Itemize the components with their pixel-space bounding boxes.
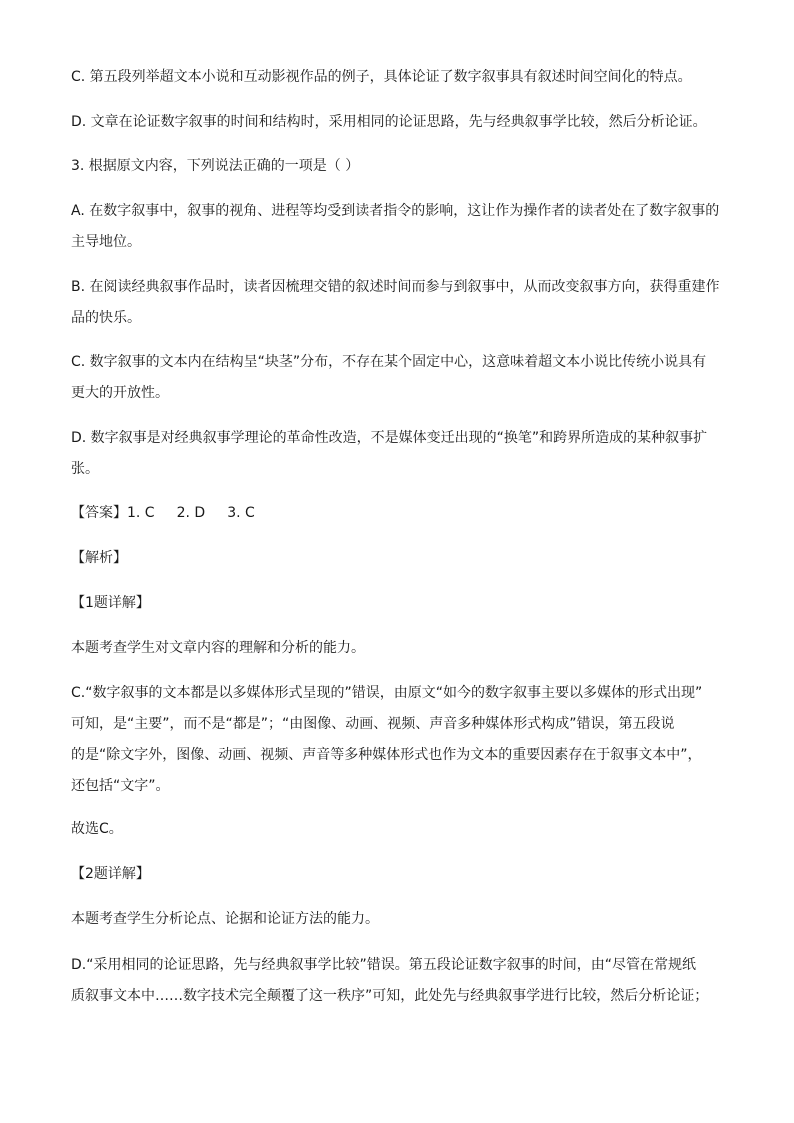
text-line: 更大的开放性。 (71, 385, 169, 401)
q1-intro: 本题考查学生对文章内容的理解和分析的能力。 (71, 640, 365, 656)
q1-detail-label: 【1题详解】 (71, 595, 150, 611)
question-3-stem (71, 151, 725, 182)
q2-explanation (71, 950, 725, 1012)
q1-conclusion: 故选C。 (71, 821, 123, 837)
text-line: C. 数字叙事的文本内在结构呈“块茎”分布，不存在某个固定中心，这意味着超文本小说比传统小说具有 (71, 354, 707, 370)
answer-row (71, 498, 725, 529)
text-line: D.“采用相同的论证思路，先与经典叙事学比较”错误。第五段论证数字叙事的时间，由“尽管在常规纸 (71, 957, 696, 973)
text-line: B. 在阅读经典叙事作品时，读者因梳理交错的叙述时间而参与到叙事中，从而改变叙事方向，获得重建作 (71, 279, 720, 295)
answer-label: 【答案】 (71, 505, 127, 521)
q2-detail-label: 【2题详解】 (71, 866, 150, 882)
text-line: 的是“除文字外，图像、动画、视频、声音等多种媒体形式也作为文本的重要因素存在于叙事文本中”， (71, 747, 702, 763)
text-line: 品的快乐。 (71, 310, 141, 326)
text-line: D. 数字叙事是对经典叙事学理论的革命性改造，不是媒体变迁出现的“换笔”和跨界所造成的某种叙事扩 (71, 430, 708, 446)
text-line: 张。 (71, 461, 99, 477)
option-c-q3 (71, 347, 725, 409)
text-line: A. 在数字叙事中，叙事的视角、进程等均受到读者指令的影响，这让作为操作者的读者处在了数字叙事的 (71, 203, 720, 219)
text-line: 质叙事文本中……数字技术完全颠覆了这一秩序”可知，此处先与经典叙事学进行比较，然后分析论证； (71, 988, 709, 1004)
answer-item-1: 1. C (127, 505, 155, 521)
text-line: 还包括“文字”。 (71, 778, 170, 794)
text-line: C.“数字叙事的文本都是以多媒体形式呈现的”错误，由原文“如今的数字叙事主要以多媒体的形式出现” (71, 685, 703, 701)
option-a-q3 (71, 196, 725, 258)
option-d-q3 (71, 423, 725, 485)
q2-intro: 本题考查学生分析论点、论据和论证方法的能力。 (71, 911, 379, 927)
text-line: 主导地位。 (71, 234, 141, 250)
text-line: D. 文章在论证数字叙事的时间和结构时，采用相同的论证思路，先与经典叙事学比较，然后分析论证。 (71, 114, 707, 130)
option-d-q2 (71, 107, 725, 138)
text-line: 3. 根据原文内容，下列说法正确的一项是（ ） (71, 158, 360, 174)
answer-item-2: 2. D (176, 505, 206, 521)
option-b-q3 (71, 272, 725, 334)
text-line: 可知，是“主要”，而不是“都是”；“由图像、动画、视频、声音多种媒体形式构成”错误，第五段说 (71, 716, 675, 732)
option-c-q2 (71, 62, 725, 93)
q1-explanation (71, 678, 725, 802)
analysis-label: 【解析】 (71, 550, 127, 566)
answer-item-3: 3. C (227, 505, 255, 521)
text-line: C. 第五段列举超文本小说和互动影视作品的例子，具体论证了数字叙事具有叙述时间空间化的特点。 (71, 69, 692, 85)
